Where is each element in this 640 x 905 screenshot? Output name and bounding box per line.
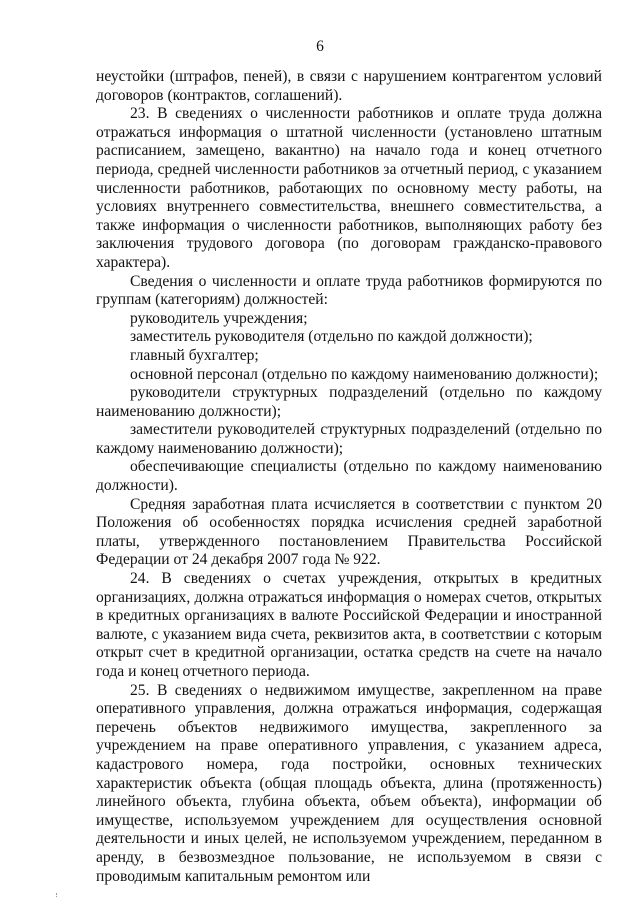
list-item-head: руководитель учреждения; xyxy=(130,309,308,327)
list-item-support-specialists: обеспечивающие специалисты (отдельно по каждому наименованию должности). xyxy=(96,458,602,495)
paragraph-average-salary: Средняя заработная плата исчисляется в соответствии с пунктом 20 Положения об особенностях порядка исчисления средней заработной платы, утвержденного постановлением Правительства Российской Федерации от 24 декабря 2007 года № 922. xyxy=(96,495,602,569)
list-item-deputy-department-heads: заместители руководителей структурных подразделений (отдельно по каждому наименованию должности); xyxy=(96,421,602,457)
paragraph-staff-groups-intro: Сведения о численности и оплате труда работников формируются по группам (категориям) должностей: xyxy=(96,272,602,309)
paragraph-item-24: 24. В сведениях о счетах учреждения, открытых в кредитных организациях, должна отражаться информация о номерах счетов, открытых в кредитных организациях в валюте Российской Федерации и иностранной валюте, с указанием вида счета, реквизитов акта, в соответствии с которым открыт счет в кредитной организации, остатка средств на счете на начало года и конец отчетного периода. xyxy=(96,570,602,680)
paragraph-item-25: 25. В сведениях о недвижимом имуществе, закрепленном на праве оперативного управления, должна отражаться информация, содержащая перечень объектов недвижимого имущества, закрепленного за учреждением на праве оперативного управления, с указанием адреса, кадастрового номера, года постройки, основных технических характеристик объекта (общая площадь объекта, длина (протяженность) линейного объекта, глубина объекта, объем объекта), информации об имуществе, используемом учреждением для осуществления основной деятельности и иных целей, не используемом учреждением, переданном в аренду, в безвозмездное пользование, не используемом в связи с проводимым капитальным ремонтом или xyxy=(96,681,602,885)
list-item-deputy-head: заместитель руководителя (отдельно по каждой должности); xyxy=(130,328,533,346)
scan-artifact-mark xyxy=(56,893,61,897)
list-item-main-staff: основной персонал (отдельно по каждому наименованию должности); xyxy=(130,365,599,383)
list-item-department-heads: руководители структурных подразделений (отдельно по каждому наименованию должности); xyxy=(96,384,602,420)
list-item-chief-accountant: главный бухгалтер; xyxy=(130,346,259,364)
paragraph-item-23: 23. В сведениях о численности работников и оплате труда должна отражаться информация о штатной численности (установлено штатным расписанием, замещено, вакантно) на начало года и конец отчетного периода, средней численности работников за отчетный период, с указанием численности работников, работающих по основному месту работы, на условиях внутреннего совместительства, внешнего совместительства, а также информация о численности работников, выполняющих работу без заключения трудового договора (по договорам гражданско-правового характера). xyxy=(96,105,602,271)
page-number: 6 xyxy=(316,38,324,55)
document-body xyxy=(96,68,602,886)
paragraph-continuation: неустойки (штрафов, пеней), в связи с нарушением контрагентом условий договоров (контрактов, соглашений). xyxy=(96,68,602,104)
